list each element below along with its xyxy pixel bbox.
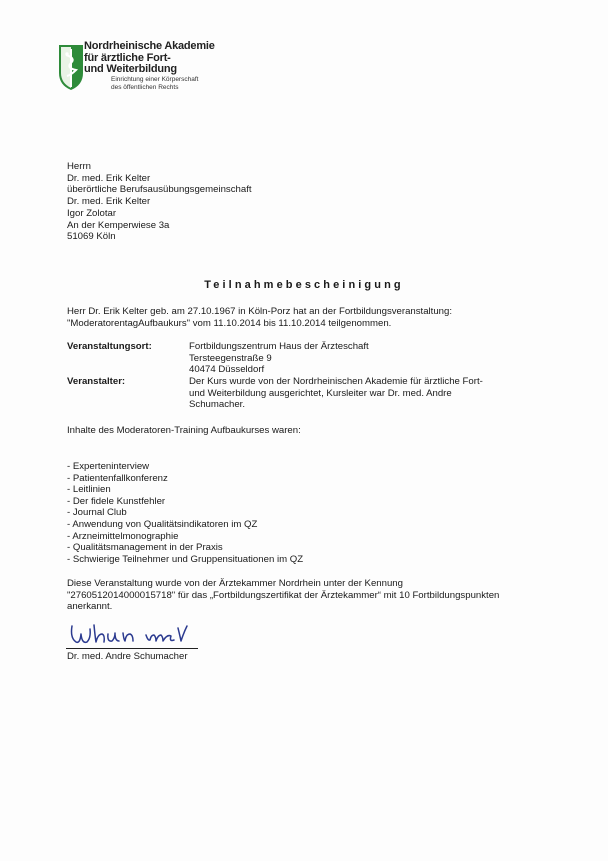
list-item: - Arzneimittelmonographie: [67, 530, 179, 542]
list-item: - Der fidele Kunstfehler: [67, 495, 166, 507]
list-item: - Experteninterview: [67, 461, 150, 472]
closing-paragraph: Diese Veranstaltung wurde von der Ärztekammer Nordrhein unter der Kennung "2760512014000015718" für das „Fortbildungszertifikat der Ärztekammer“ mit 10 Fortbildungspunkten anerkannt.: [67, 578, 500, 613]
signatory-name: Dr. med. Andre Schumacher: [67, 651, 188, 662]
organizer-label: Veranstalter:: [67, 376, 126, 387]
list-item: - Patientenfallkonferenz: [67, 472, 168, 484]
list-item: - Qualitätsmanagement in der Praxis: [67, 542, 223, 554]
signature-line: [66, 648, 198, 649]
list-item: - Anwendung von Qualitätsindikatoren im QZ: [67, 518, 258, 530]
org-subtitle: Einrichtung einer Körperschaft des öffentlichen Rechts: [111, 76, 199, 91]
handwritten-signature: [68, 620, 188, 648]
venue-label: Veranstaltungsort:: [67, 341, 152, 352]
organizer-value: Der Kurs wurde von der Nordrheinischen Akademie für ärztliche Fort- und Weiterbildung ausgerichtet, Kursleiter war Dr. med. Andre Schumacher.: [189, 376, 483, 411]
list-item: - Leitlinien: [67, 484, 111, 496]
list-item: - Schwierige Teilnehmer und Gruppensituationen im QZ: [67, 553, 304, 565]
org-name: Nordrheinische Akademie für ärztliche Fort- und Weiterbildung: [84, 40, 215, 75]
recipient-address: Herrn Dr. med. Erik Kelter überörtliche Berufsausübungsgemeinschaft Dr. med. Erik Kelter Igor Zolotar An der Kemperwiese 3a 51069 Köln: [67, 161, 252, 243]
document-title: Teilnahmebescheinigung: [204, 279, 404, 291]
contents-heading: Inhalte des Moderatoren-Training Aufbaukurses waren:: [67, 425, 301, 436]
venue-value: Fortbildungszentrum Haus der Ärzteschaft Tersteegenstraße 9 40474 Düsseldorf: [189, 341, 369, 376]
aesculapian-shield-icon: [57, 43, 85, 91]
list-item: - Journal Club: [67, 507, 127, 519]
intro-paragraph: Herr Dr. Erik Kelter geb. am 27.10.1967 in Köln-Porz hat an der Fortbildungsveranstaltung: "ModeratorentagAufbaukurs" vom 11.10.2014 bis 11.10.2014 teilgenommen.: [67, 306, 453, 329]
contents-list: [67, 461, 303, 565]
